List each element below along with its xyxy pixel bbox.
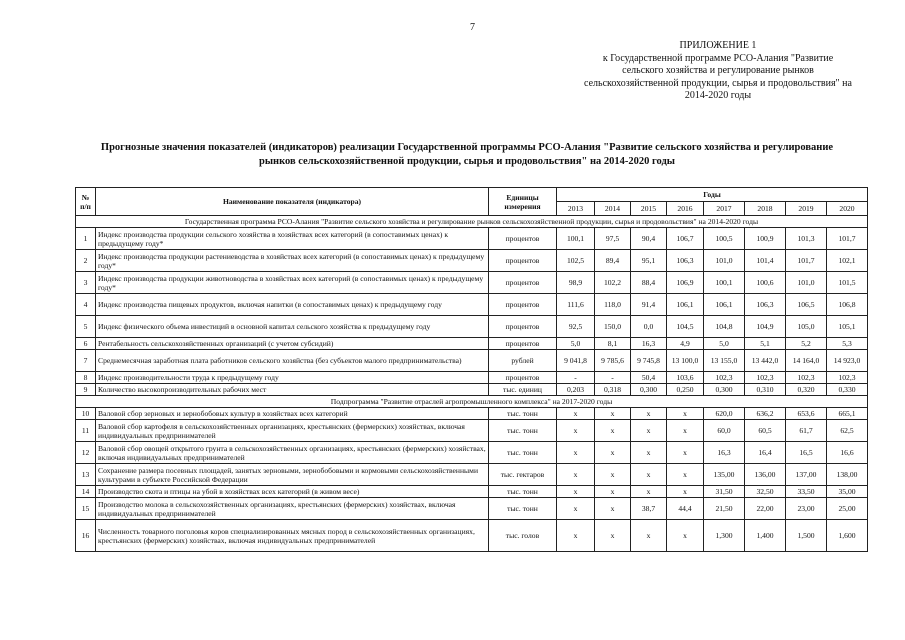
value-cell: 102,2 <box>595 272 631 294</box>
section-row <box>76 396 868 408</box>
value-cell: 31,50 <box>704 486 745 498</box>
value-cell: 4,9 <box>667 338 704 350</box>
row-number: 10 <box>76 408 96 420</box>
value-cell: 104,5 <box>667 316 704 338</box>
row-number: 2 <box>76 250 96 272</box>
value-cell: 98,9 <box>557 272 595 294</box>
value-cell: 13 100,0 <box>667 350 704 372</box>
unit-cell: тыс. гектаров <box>489 464 557 486</box>
heading-line: Прогнозные значения показателей (индикаторов) реализации Государственной программы РСО-Алания "Развитие сельского хозяйства и регулирование <box>100 142 834 153</box>
value-cell: 103,6 <box>667 372 704 384</box>
value-cell: 0,318 <box>595 384 631 396</box>
value-cell: 0,250 <box>667 384 704 396</box>
value-cell: 100,1 <box>557 228 595 250</box>
value-cell: x <box>595 486 631 498</box>
value-cell: 106,9 <box>667 272 704 294</box>
value-cell: x <box>557 420 595 442</box>
value-cell: 102,5 <box>557 250 595 272</box>
value-cell: 32,50 <box>745 486 786 498</box>
unit-cell: тыс. тонн <box>489 498 557 520</box>
value-cell: 88,4 <box>631 272 667 294</box>
value-cell: 91,4 <box>631 294 667 316</box>
unit-cell: тыс. тонн <box>489 420 557 442</box>
value-cell: 5,0 <box>557 338 595 350</box>
value-cell: 111,6 <box>557 294 595 316</box>
value-cell: 21,50 <box>704 498 745 520</box>
value-cell: 135,00 <box>704 464 745 486</box>
value-cell: 33,50 <box>786 486 827 498</box>
table-row <box>76 372 868 384</box>
value-cell: x <box>631 486 667 498</box>
value-cell: 118,0 <box>595 294 631 316</box>
value-cell: 0,203 <box>557 384 595 396</box>
appendix-line: сельского хозяйства и регулирование рынков <box>622 65 814 76</box>
value-cell: x <box>557 498 595 520</box>
row-number: 8 <box>76 372 96 384</box>
year-header: 2019 <box>786 202 827 216</box>
value-cell: 0,300 <box>704 384 745 396</box>
value-cell: - <box>557 372 595 384</box>
indicator-name: Среднемесячная заработная плата работников сельского хозяйства (без субъектов малого предпринимательства) <box>96 350 489 372</box>
value-cell: 105,1 <box>827 316 868 338</box>
value-cell: x <box>595 420 631 442</box>
value-cell: 102,3 <box>745 372 786 384</box>
value-cell: 100,5 <box>704 228 745 250</box>
appendix-line: к Государственной программе РСО-Алания "Развитие <box>602 52 834 64</box>
value-cell: 106,1 <box>704 294 745 316</box>
table-row <box>76 384 868 396</box>
table-row <box>76 420 868 442</box>
table-row <box>76 464 868 486</box>
document-heading <box>62 141 872 169</box>
value-cell: 16,3 <box>631 338 667 350</box>
value-cell: 620,0 <box>704 408 745 420</box>
value-cell: x <box>595 498 631 520</box>
value-cell: x <box>667 464 704 486</box>
unit-cell: процентов <box>489 372 557 384</box>
indicator-name: Индекс производства продукции сельского хозяйства в хозяйствах всех категорий (в сопоставимых ценах) к предыдущему году* <box>96 228 489 250</box>
value-cell: 102,3 <box>827 372 868 384</box>
indicator-name: Индекс физического объема инвестиций в основной капитал сельского хозяйства к предыдущему году <box>96 316 489 338</box>
table-row <box>76 408 868 420</box>
indicator-name: Рентабельность сельскохозяйственных организаций (с учетом субсидий) <box>96 338 489 350</box>
unit-cell: процентов <box>489 338 557 350</box>
value-cell: 35,00 <box>827 486 868 498</box>
year-header: 2020 <box>827 202 868 216</box>
indicator-name: Сохранение размера посевных площадей, занятых зерновыми, зернобобовыми и кормовыми сельскохозяйственными культурами в субъекте Российской Федерации <box>96 464 489 486</box>
unit-cell: рублей <box>489 350 557 372</box>
indicator-name: Индекс производства продукции растениеводства в хозяйствах всех категорий (в сопоставимых ценах) к предыдущему году* <box>96 250 489 272</box>
unit-cell: процентов <box>489 228 557 250</box>
section-row <box>76 216 868 228</box>
value-cell: 60,5 <box>745 420 786 442</box>
value-cell: 1,600 <box>827 520 868 552</box>
value-cell: 0,310 <box>745 384 786 396</box>
value-cell: x <box>557 486 595 498</box>
appendix-title: ПРИЛОЖЕНИЕ 1 <box>679 40 757 51</box>
section-title: Подпрограмма "Развитие отраслей агропромышленного комплекса" на 2017-2020 годы <box>76 396 868 408</box>
value-cell: 102,1 <box>827 250 868 272</box>
indicator-name: Валовой сбор овощей открытого грунта в сельскохозяйственных организациях, крестьянских (фермерских) хозяйствах, включая индивидуальных предпринимателей <box>96 442 489 464</box>
year-header: 2014 <box>595 202 631 216</box>
value-cell: 9 041,8 <box>557 350 595 372</box>
value-cell: 636,2 <box>745 408 786 420</box>
indicator-name: Производство молока в сельскохозяйственных организациях, крестьянских (фермерских) хозяйствах, включая индивидуальных предпринимателей <box>96 498 489 520</box>
value-cell: 5,3 <box>827 338 868 350</box>
appendix-block <box>548 40 888 103</box>
table-row <box>76 442 868 464</box>
value-cell: 100,9 <box>745 228 786 250</box>
value-cell: 104,9 <box>745 316 786 338</box>
table-row <box>76 350 868 372</box>
unit-cell: тыс. тонн <box>489 442 557 464</box>
value-cell: 62,5 <box>827 420 868 442</box>
value-cell: 150,0 <box>595 316 631 338</box>
value-cell: 38,7 <box>631 498 667 520</box>
row-number: 13 <box>76 464 96 486</box>
header-indicator-name: Наименование показателя (индикатора) <box>96 188 489 216</box>
unit-cell: тыс. голов <box>489 520 557 552</box>
value-cell: 16,4 <box>745 442 786 464</box>
indicator-name: Валовой сбор зерновых и зернобобовых культур в хозяйствах всех категорий <box>96 408 489 420</box>
value-cell: 61,7 <box>786 420 827 442</box>
value-cell: 106,3 <box>667 250 704 272</box>
indicator-name: Валовой сбор картофеля в сельскохозяйственных организациях, крестьянских (фермерских) хозяйствах, включая индивидуальных предпринимателей <box>96 420 489 442</box>
value-cell: x <box>631 520 667 552</box>
row-number: 1 <box>76 228 96 250</box>
year-header: 2013 <box>557 202 595 216</box>
value-cell: x <box>631 464 667 486</box>
value-cell: 100,1 <box>704 272 745 294</box>
appendix-line: 2014-2020 годы <box>684 90 752 101</box>
row-number: 5 <box>76 316 96 338</box>
table-row <box>76 294 868 316</box>
value-cell: x <box>557 442 595 464</box>
table-row <box>76 250 868 272</box>
value-cell: x <box>631 408 667 420</box>
table-row <box>76 338 868 350</box>
value-cell: x <box>595 520 631 552</box>
value-cell: 106,5 <box>786 294 827 316</box>
value-cell: 106,7 <box>667 228 704 250</box>
value-cell: 14 164,0 <box>786 350 827 372</box>
indicator-name: Индекс производительности труда к предыдущему году <box>96 372 489 384</box>
row-number: 12 <box>76 442 96 464</box>
value-cell: 0,330 <box>827 384 868 396</box>
value-cell: x <box>557 464 595 486</box>
value-cell: 14 923,0 <box>827 350 868 372</box>
value-cell: 104,8 <box>704 316 745 338</box>
value-cell: 102,3 <box>704 372 745 384</box>
value-cell: 137,00 <box>786 464 827 486</box>
value-cell: x <box>631 420 667 442</box>
table-row <box>76 228 868 250</box>
year-header: 2018 <box>745 202 786 216</box>
unit-cell: процентов <box>489 294 557 316</box>
table-row <box>76 316 868 338</box>
value-cell: x <box>667 408 704 420</box>
value-cell: 100,6 <box>745 272 786 294</box>
value-cell: 138,00 <box>827 464 868 486</box>
value-cell: 106,1 <box>667 294 704 316</box>
value-cell: 0,320 <box>786 384 827 396</box>
indicator-name: Численность товарного поголовья коров специализированных мясных пород в сельскохозяйственных организациях, крестьянских (фермерских) хозяйствах, включая индивидуальных предпринимателей <box>96 520 489 552</box>
unit-cell: тыс. тонн <box>489 408 557 420</box>
table-row <box>76 486 868 498</box>
value-cell: 1,400 <box>745 520 786 552</box>
value-cell: x <box>631 442 667 464</box>
value-cell: 0,300 <box>631 384 667 396</box>
value-cell: x <box>595 442 631 464</box>
page-number: 7 <box>470 22 475 33</box>
header-unit: Единицы измерения <box>489 188 557 216</box>
row-number: 7 <box>76 350 96 372</box>
appendix-line: сельскохозяйственной продукции, сырья и продовольствия" на <box>584 77 852 89</box>
unit-cell: тыс. единиц <box>489 384 557 396</box>
value-cell: x <box>595 408 631 420</box>
unit-cell: тыс. тонн <box>489 486 557 498</box>
value-cell: x <box>667 486 704 498</box>
indicator-name: Производство скота и птицы на убой в хозяйствах всех категорий (в живом весе) <box>96 486 489 498</box>
value-cell: 106,3 <box>745 294 786 316</box>
value-cell: 105,0 <box>786 316 827 338</box>
value-cell: x <box>595 464 631 486</box>
value-cell: 106,8 <box>827 294 868 316</box>
row-number: 3 <box>76 272 96 294</box>
value-cell: 44,4 <box>667 498 704 520</box>
table-row <box>76 272 868 294</box>
value-cell: 8,1 <box>595 338 631 350</box>
row-number: 4 <box>76 294 96 316</box>
value-cell: 90,4 <box>631 228 667 250</box>
value-cell: 101,3 <box>786 228 827 250</box>
value-cell: 5,2 <box>786 338 827 350</box>
value-cell: 60,0 <box>704 420 745 442</box>
heading-line: рынков сельскохозяйственной продукции, сырья и продовольствия" на 2014-2020 годы <box>258 156 675 167</box>
value-cell: - <box>595 372 631 384</box>
value-cell: 101,5 <box>827 272 868 294</box>
value-cell: 50,4 <box>631 372 667 384</box>
table-row <box>76 498 868 520</box>
value-cell: 25,00 <box>827 498 868 520</box>
indicator-name: Индекс производства пищевых продуктов, включая напитки (в сопоставимых ценах) к предыдущему году <box>96 294 489 316</box>
value-cell: 92,5 <box>557 316 595 338</box>
value-cell: 22,00 <box>745 498 786 520</box>
value-cell: 16,5 <box>786 442 827 464</box>
year-header: 2017 <box>704 202 745 216</box>
section-title: Государственная программа РСО-Алания "Развитие сельского хозяйства и регулирование рынков сельскохозяйственной продукции, сырья и продовольствия" на 2014-2020 годы <box>76 216 868 228</box>
row-number: 11 <box>76 420 96 442</box>
row-number: 6 <box>76 338 96 350</box>
indicator-name: Количество высокопроизводительных рабочих мест <box>96 384 489 396</box>
value-cell: 101,0 <box>786 272 827 294</box>
year-header: 2015 <box>631 202 667 216</box>
header-number: № п/п <box>76 188 96 216</box>
value-cell: 95,1 <box>631 250 667 272</box>
value-cell: 101,4 <box>745 250 786 272</box>
value-cell: x <box>667 420 704 442</box>
table-row <box>76 520 868 552</box>
header-years: Годы <box>557 188 868 202</box>
value-cell: 653,6 <box>786 408 827 420</box>
value-cell: 97,5 <box>595 228 631 250</box>
unit-cell: процентов <box>489 250 557 272</box>
value-cell: 16,3 <box>704 442 745 464</box>
year-header: 2016 <box>667 202 704 216</box>
value-cell: 13 155,0 <box>704 350 745 372</box>
value-cell: 9 745,8 <box>631 350 667 372</box>
value-cell: 5,1 <box>745 338 786 350</box>
value-cell: 9 785,6 <box>595 350 631 372</box>
value-cell: 13 442,0 <box>745 350 786 372</box>
value-cell: 101,7 <box>786 250 827 272</box>
value-cell: 23,00 <box>786 498 827 520</box>
value-cell: 0,0 <box>631 316 667 338</box>
value-cell: 102,3 <box>786 372 827 384</box>
indicators-table <box>75 187 868 552</box>
value-cell: x <box>557 408 595 420</box>
value-cell: x <box>557 520 595 552</box>
value-cell: 136,00 <box>745 464 786 486</box>
row-number: 15 <box>76 498 96 520</box>
value-cell: 1,300 <box>704 520 745 552</box>
unit-cell: процентов <box>489 316 557 338</box>
row-number: 9 <box>76 384 96 396</box>
value-cell: 1,500 <box>786 520 827 552</box>
value-cell: 101,7 <box>827 228 868 250</box>
value-cell: 101,0 <box>704 250 745 272</box>
value-cell: x <box>667 520 704 552</box>
row-number: 14 <box>76 486 96 498</box>
row-number: 16 <box>76 520 96 552</box>
unit-cell: процентов <box>489 272 557 294</box>
value-cell: 89,4 <box>595 250 631 272</box>
value-cell: 5,0 <box>704 338 745 350</box>
indicator-name: Индекс производства продукции животноводства в хозяйствах всех категорий (в сопоставимых ценах) к предыдущему году* <box>96 272 489 294</box>
value-cell: 665,1 <box>827 408 868 420</box>
value-cell: 16,6 <box>827 442 868 464</box>
value-cell: x <box>667 442 704 464</box>
